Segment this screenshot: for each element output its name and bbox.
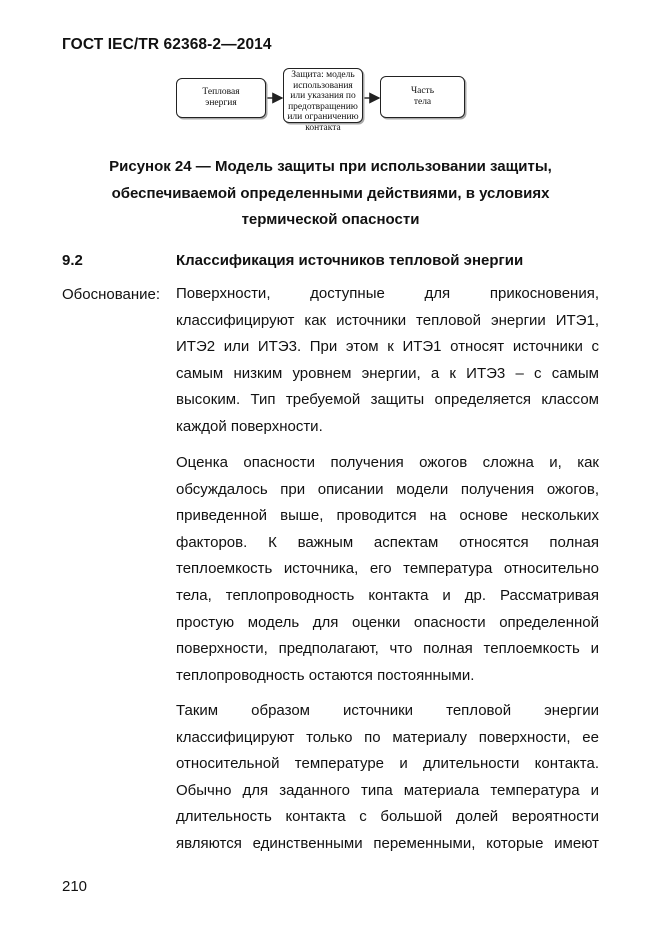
diagram-text: Тепловая [202, 87, 240, 98]
diagram-text: контакта [305, 122, 341, 133]
paragraph-line: поверхности, предполагают, что полная теплоемкость и [176, 640, 599, 658]
paragraph-line: факторов. К важным аспектам относятся полная [176, 533, 599, 551]
figure-caption [62, 154, 599, 234]
diagram-text: или ограничению [287, 112, 359, 123]
rationale-label: Обоснование: [62, 286, 161, 303]
paragraph [176, 698, 599, 858]
paragraph-line: Обычно для заданного типа материала температура и [176, 781, 599, 799]
diagram-text: тела [413, 97, 432, 107]
paragraph-line: классифицируют только по материалу поверхности, ее [176, 728, 599, 746]
diagram-box-thermal-energy [176, 78, 266, 118]
paragraph-line: самым низким уровнем энергии, а к ИТЭ3 – с самым [176, 364, 599, 382]
figure-caption-line: Рисунок 24 — Модель защиты при использовании защиты, [109, 158, 552, 175]
diagram-text: Часть [410, 86, 435, 97]
paragraph-line: являются единственными переменными, которые имеют [176, 834, 599, 852]
paragraph [176, 450, 599, 689]
diagram-text: Защита: модель [291, 70, 355, 80]
paragraph-line: каждой поверхности. [176, 417, 323, 435]
paragraph-line: ИТЭ2 или ИТЭ3. При этом к ИТЭ1 относят источники с [176, 338, 599, 356]
paragraph-line: обсуждалось при описании модели получения ожогов, [176, 480, 599, 498]
paragraph-line: приведенной выше, проводится на основе нескольких [176, 507, 599, 525]
paragraph-line: Таким образом источники тепловой энергии [176, 702, 599, 719]
paragraph-line: простую модель для оценки опасности определенной [176, 613, 599, 631]
diagram-text: предотвращению [288, 101, 358, 112]
diagram-text: использования [293, 80, 353, 91]
page-number: 210 [62, 878, 88, 895]
figure-caption-line: термической опасности [241, 211, 420, 228]
paragraph-line: Поверхности, доступные для прикосновения, [176, 285, 599, 302]
section-number: 9.2 [62, 252, 83, 269]
diagram-text: энергия [205, 98, 237, 108]
diagram-box-body-part [380, 76, 465, 118]
figure-caption-line: обеспечиваемой определенными действиями, в условиях [111, 184, 550, 202]
paragraph-line: теплопроводность остаются постоянными. [176, 666, 475, 684]
paragraph-line: высоким. Тип требуемой защиты определяется классом [176, 391, 599, 409]
paragraph-line: тела, теплопроводность контакта и др. Рассматривая [176, 586, 599, 604]
paragraph [176, 281, 599, 441]
section-title: Классификация источников тепловой энергии [176, 252, 524, 269]
paragraph-line: классифицируют как источники тепловой энергии ИТЭ1, [176, 311, 599, 329]
diagram-text: или указания по [290, 91, 356, 102]
diagram-box-protection [283, 68, 363, 133]
paragraph-line: теплоемкость источника, его температура относительно [176, 560, 599, 578]
document-header: ГОСТ IEC/TR 62368-2—2014 [62, 36, 272, 53]
paragraph-line: относительной температуре и длительности контакта. [176, 755, 599, 773]
paragraph-line: длительность контакта с большой долей вероятности [176, 808, 599, 826]
paragraph-line: Оценка опасности получения ожогов сложна и, как [176, 454, 599, 471]
